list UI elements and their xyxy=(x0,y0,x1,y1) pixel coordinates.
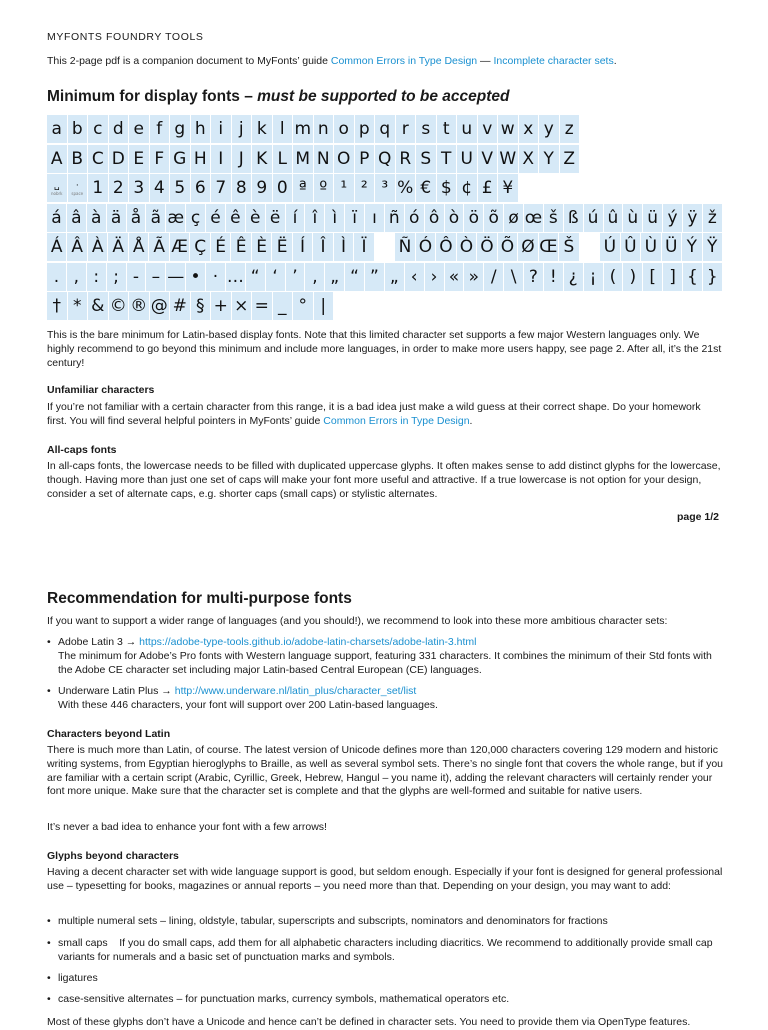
glyph-cell: Q xyxy=(375,145,395,173)
glyph-cell: X xyxy=(519,145,539,173)
glyph-cell: Â xyxy=(67,233,86,261)
glyph-cell: ú xyxy=(584,204,603,232)
glyph-cell: , xyxy=(67,263,86,291)
glyph-cell: a xyxy=(47,115,67,143)
glyph-cell: î xyxy=(305,204,324,232)
bullet-case-sensitive xyxy=(47,993,723,1007)
glyph-cell: ã xyxy=(146,204,165,232)
glyph-cell: [ xyxy=(643,263,662,291)
glyph-cell: â xyxy=(67,204,86,232)
glyph-cell: v xyxy=(478,115,498,143)
glyph-cell: F xyxy=(150,145,170,173)
glyph-cell: „ xyxy=(385,263,404,291)
bullet-desc: The minimum for Adobe’s Pro fonts with Western language support, featuring 331 characters. It combines the minimum of their Std fonts with the Adobe CE character set including major Latin-based Central European (CE) languages. xyxy=(58,649,712,676)
glyph-cell: å xyxy=(127,204,146,232)
glyph-cell: ’ xyxy=(286,263,305,291)
glyph-cell: k xyxy=(252,115,272,143)
glyph-cell: 9 xyxy=(252,174,272,202)
glyph-cell: › xyxy=(425,263,444,291)
glyph-cell xyxy=(580,233,599,261)
glyph-cell: L xyxy=(273,145,293,173)
bullet-text: ligatures xyxy=(58,972,98,984)
glyph-cell: w xyxy=(498,115,518,143)
glyph-cell: Z xyxy=(560,145,580,173)
bullet-symbol: • xyxy=(47,937,51,949)
glyph-cell: È xyxy=(252,233,271,261)
multipurpose-intro: If you want to support a wider range of languages (and you should!), we recommend to look into these more ambitious character sets: xyxy=(47,615,668,627)
glyph-cell: Š xyxy=(559,233,578,261)
glyph-cell: Ñ xyxy=(395,233,414,261)
character-set-grid xyxy=(47,115,723,322)
glyph-cell: Õ xyxy=(498,233,517,261)
glyph-cell: Î xyxy=(313,233,332,261)
glyph-cell: 7 xyxy=(211,174,231,202)
unfamiliar-heading: Unfamiliar characters xyxy=(47,384,155,396)
glyph-cell: ü xyxy=(643,204,662,232)
arrows-paragraph: It’s never a bad idea to enhance your font with a few arrows! xyxy=(47,821,327,833)
glyph-cell: ª xyxy=(293,174,313,202)
charset-row xyxy=(47,115,723,145)
glyph-cell: Ò xyxy=(457,233,476,261)
glyph-cell: l xyxy=(273,115,293,143)
foundry-header: MYFONTS FOUNDRY TOOLS xyxy=(47,31,204,43)
glyph-cell: _ xyxy=(273,292,293,320)
glyph-cell: ® xyxy=(129,292,149,320)
glyph-cell: ‚ xyxy=(305,263,324,291)
glyph-cell: z xyxy=(560,115,580,143)
glyph-cell: u xyxy=(457,115,477,143)
glyph-cell: © xyxy=(109,292,129,320)
charset-row xyxy=(47,174,723,204)
glyph-cell: 3 xyxy=(129,174,149,202)
bullet-ligatures xyxy=(47,972,723,986)
glyph-cell: Œ xyxy=(539,233,558,261)
glyph-cell: — xyxy=(166,263,185,291)
glyph-cell: š xyxy=(544,204,563,232)
glyph-cell xyxy=(68,174,88,202)
glyph-cell: Ê xyxy=(231,233,250,261)
glyph-cell: † xyxy=(47,292,67,320)
glyph-cell: = xyxy=(252,292,272,320)
glyph-cell: ¿ xyxy=(564,263,583,291)
glyph-cell: U xyxy=(457,145,477,173)
glyph-cell: ß xyxy=(564,204,583,232)
glyph-cell: Ì xyxy=(334,233,353,261)
space-glyph: · xyxy=(75,180,79,191)
glyph-cell: t xyxy=(437,115,457,143)
glyph-cell: ¢ xyxy=(457,174,477,202)
intro-sep: — xyxy=(477,55,494,67)
glyph-cell: n xyxy=(314,115,334,143)
beyond-latin-heading: Characters beyond Latin xyxy=(47,728,171,740)
intro-text xyxy=(47,55,617,67)
glyph-cell: e xyxy=(129,115,149,143)
glyph-cell: Ó xyxy=(416,233,435,261)
glyph-cell: x xyxy=(519,115,539,143)
glyph-cell: E xyxy=(129,145,149,173)
unfamiliar-end: . xyxy=(469,414,473,427)
glyph-cell: £ xyxy=(478,174,498,202)
bullet-symbol: • xyxy=(47,993,51,1005)
glyph-cell: b xyxy=(68,115,88,143)
beyond-latin-paragraph: There is much more than Latin, of course. The latest version of Unicode defines more than 120,000 characters covering 129 modern and historic writing systems, from Egyptian hieroglyphs to Braille, as well as several symbol sets. There’s no single font that covers the whole range, but if you are familiar with a certain script (Arabic, Cyrillic, Greek, Hebrew, Hangul – you name it), adding the relevant characters will certainly render your font more unique. Make sure that the character set is complete and that the glyphs are well-formed and suitable for native users. xyxy=(47,744,724,798)
glyph-cell: q xyxy=(375,115,395,143)
title-emphasis: must be supported to be accepted xyxy=(257,88,510,105)
glyph-cell: s xyxy=(416,115,436,143)
glyph-cell: Ç xyxy=(190,233,209,261)
bullet-small-caps xyxy=(47,937,723,965)
glyph-cell: Û xyxy=(621,233,640,261)
glyph-cell: ø xyxy=(504,204,523,232)
glyph-cell: ¹ xyxy=(334,174,354,202)
glyph-cell: ž xyxy=(703,204,722,232)
glyph-cell: ï xyxy=(345,204,364,232)
glyph-cell: Y xyxy=(539,145,559,173)
glyph-cell: c xyxy=(88,115,108,143)
glyph-cell: À xyxy=(88,233,107,261)
glyph-cell: Ø xyxy=(518,233,537,261)
glyph-cell: “ xyxy=(345,263,364,291)
intro-end: . xyxy=(613,55,617,67)
glyph-cell: » xyxy=(464,263,483,291)
glyph-cell: ö xyxy=(464,204,483,232)
glyph-cell: j xyxy=(232,115,252,143)
glyph-cell: ô xyxy=(425,204,444,232)
glyph-cell: ç xyxy=(186,204,205,232)
link-common-errors-2[interactable]: Common Errors in Type Design xyxy=(323,414,470,427)
glyph-cell: y xyxy=(539,115,559,143)
glyph-cell: R xyxy=(396,145,416,173)
glyph-cell: o xyxy=(334,115,354,143)
space-caption: nobrk xyxy=(51,190,63,196)
glyph-cell: * xyxy=(68,292,88,320)
page-number: page 1/2 xyxy=(676,511,719,523)
glyph-cell: J xyxy=(232,145,252,173)
glyph-cell: 6 xyxy=(191,174,211,202)
glyph-cell: ! xyxy=(544,263,563,291)
link-common-errors[interactable]: Common Errors in Type Design xyxy=(330,55,478,67)
glyph-cell: ı xyxy=(365,204,384,232)
glyph-cell: € xyxy=(416,174,436,202)
allcaps-heading: All-caps fonts xyxy=(47,444,117,456)
glyph-cell: 1 xyxy=(88,174,108,202)
glyph-cell: ñ xyxy=(385,204,404,232)
glyph-cell: ] xyxy=(663,263,682,291)
glyph-cell: @ xyxy=(150,292,170,320)
glyph-cell: Ë xyxy=(272,233,291,261)
bullet-symbol: • xyxy=(47,685,51,697)
glyph-cell: × xyxy=(232,292,252,320)
bullet-text: small caps If you do small caps, add them for all alphabetic characters including diacritics. We recommend to additionally provide small cap variants for numerals and a basic set of punctuation marks and symbols. xyxy=(58,937,716,963)
bullet-adobe-latin xyxy=(47,636,723,677)
glyph-cell: % xyxy=(396,174,416,202)
glyph-cell: 2 xyxy=(109,174,129,202)
charset-row xyxy=(47,263,723,293)
glyph-cell: { xyxy=(683,263,702,291)
glyph-cell: ì xyxy=(325,204,344,232)
glyph-cell: M xyxy=(293,145,313,173)
bullet-symbol: • xyxy=(47,636,51,648)
glyph-cell: Ý xyxy=(682,233,701,261)
glyph-cell: Ô xyxy=(436,233,455,261)
glyph-cell: Ö xyxy=(477,233,496,261)
display-min-paragraph: This is the bare minimum for Latin-based display fonts. Note that this limited character set supports a few major Western languages only. We highly recommend to go beyond this minimum and include more languages, in order to make more users happy, see page 2. After all, it’s the 21st century! xyxy=(47,329,722,369)
bullet-label: Adobe Latin 3 → xyxy=(58,636,140,648)
bullet-symbol: • xyxy=(47,915,51,927)
glyph-cell: è xyxy=(246,204,265,232)
glyph-cell: W xyxy=(498,145,518,173)
glyph-cell: Ú xyxy=(600,233,619,261)
glyph-cell: û xyxy=(604,204,623,232)
glyph-cell: + xyxy=(211,292,231,320)
glyph-cell: 4 xyxy=(150,174,170,202)
glyph-cell: N xyxy=(314,145,334,173)
link-adobe-latin-3[interactable]: https://adobe-type-tools.github.io/adobe-latin-charsets/adobe-latin-3.html xyxy=(139,636,477,648)
glyph-cell: á xyxy=(47,204,66,232)
link-incomplete-charsets[interactable]: Incomplete character sets xyxy=(493,55,614,67)
bullet-numerals xyxy=(47,915,723,929)
glyph-cell: / xyxy=(484,263,503,291)
glyph-cell: ³ xyxy=(375,174,395,202)
glyph-cell: « xyxy=(445,263,464,291)
glyph-cell: ê xyxy=(226,204,245,232)
glyph-cell: Í xyxy=(293,233,312,261)
glyph-cell: º xyxy=(314,174,334,202)
glyph-cell: œ xyxy=(524,204,543,232)
glyph-cell: B xyxy=(68,145,88,173)
glyph-cell: ¥ xyxy=(498,174,518,202)
glyph-cell: h xyxy=(191,115,211,143)
glyph-cell: Ï xyxy=(354,233,373,261)
glyph-cell: Ü xyxy=(662,233,681,261)
glyph-cell: ÿ xyxy=(683,204,702,232)
glyph-cell: | xyxy=(314,292,334,320)
glyph-cell: . xyxy=(47,263,66,291)
glyph-cell: d xyxy=(109,115,129,143)
glyph-cell: Á xyxy=(47,233,66,261)
link-underware-latin-plus[interactable]: http://www.underware.nl/latin_plus/character_set/list xyxy=(174,685,417,697)
glyph-cell: I xyxy=(211,145,231,173)
glyph-cell: æ xyxy=(166,204,185,232)
space-glyph: ␣ xyxy=(53,180,60,191)
glyph-cell: ) xyxy=(623,263,642,291)
glyph-cell: ë xyxy=(266,204,285,232)
glyph-cell: õ xyxy=(484,204,503,232)
glyph-cell: Å xyxy=(129,233,148,261)
bullet-text: multiple numeral sets – lining, oldstyle, tabular, superscripts and subscripts, nominators and denominators for fractions xyxy=(58,915,608,927)
glyph-cell: Ù xyxy=(641,233,660,261)
glyph-cell: • xyxy=(186,263,205,291)
glyph-cell: „ xyxy=(325,263,344,291)
bullet-text: case-sensitive alternates – for punctuation marks, currency symbols, mathematical operators etc. xyxy=(58,993,510,1005)
glyph-cell: é xyxy=(206,204,225,232)
glyph-cell: ; xyxy=(107,263,126,291)
glyph-cell: ‹ xyxy=(405,263,424,291)
glyph-cell: ý xyxy=(663,204,682,232)
glyph-cell: ” xyxy=(365,263,384,291)
space-caption: space xyxy=(71,190,84,196)
glyph-cell: D xyxy=(109,145,129,173)
glyph-cell: p xyxy=(355,115,375,143)
glyph-cell: ò xyxy=(445,204,464,232)
glyph-cell: ó xyxy=(405,204,424,232)
glyph-cell: – xyxy=(146,263,165,291)
glyph-cell: & xyxy=(88,292,108,320)
bullet-symbol: • xyxy=(47,972,51,984)
glyph-cell: i xyxy=(211,115,231,143)
glyph-cell: ° xyxy=(293,292,313,320)
glyph-cell: É xyxy=(211,233,230,261)
glyph-cell: # xyxy=(170,292,190,320)
glyph-cell xyxy=(375,233,394,261)
glyph-cell: H xyxy=(191,145,211,173)
glyph-cell: P xyxy=(355,145,375,173)
glyph-cell: $ xyxy=(437,174,457,202)
glyph-cell: g xyxy=(170,115,190,143)
unfamiliar-paragraph xyxy=(47,401,723,429)
glyph-cell: G xyxy=(170,145,190,173)
glyph-cell: A xyxy=(47,145,67,173)
glyph-cell: ¡ xyxy=(584,263,603,291)
glyph-cell: § xyxy=(191,292,211,320)
glyph-cell: ù xyxy=(623,204,642,232)
glyph-cell: f xyxy=(150,115,170,143)
glyph-cell: 5 xyxy=(170,174,190,202)
glyph-cell: ä xyxy=(107,204,126,232)
glyph-cell: : xyxy=(87,263,106,291)
glyph-cell: S xyxy=(416,145,436,173)
glyph-cell: ( xyxy=(604,263,623,291)
glyph-cell: Æ xyxy=(170,233,189,261)
glyph-cell: 8 xyxy=(232,174,252,202)
section-title-multipurpose: Recommendation for multi-purpose fonts xyxy=(47,590,352,607)
footer-cut-paragraph: Most of these glyphs don’t have a Unicode and hence can’t be defined in character sets. You need to provide them via OpenType features. xyxy=(47,1016,691,1028)
glyph-cell: Ÿ xyxy=(703,233,722,261)
glyph-cell: K xyxy=(252,145,272,173)
glyph-cell: O xyxy=(334,145,354,173)
charset-row xyxy=(47,204,723,234)
glyph-cell: 0 xyxy=(273,174,293,202)
glyph-cell: \ xyxy=(504,263,523,291)
glyph-cell: V xyxy=(478,145,498,173)
glyph-cell xyxy=(47,174,67,202)
glyph-cell: ‘ xyxy=(266,263,285,291)
glyph-cell: Ä xyxy=(108,233,127,261)
glyph-cell: } xyxy=(703,263,722,291)
charset-row xyxy=(47,292,723,322)
bullet-label: Underware Latin Plus → xyxy=(58,685,175,697)
intro-lead: This 2-page pdf is a companion document to MyFonts’ guide xyxy=(47,55,331,67)
unfamiliar-text: If you’re not familiar with a certain character from this range, it is a bad idea just make a wild guess at their correct shape. Do your homework first. You will find several helpful pointers in MyFonts’ guide xyxy=(47,401,701,427)
glyph-cell: · xyxy=(206,263,225,291)
glyph-cell: r xyxy=(396,115,416,143)
bullet-desc: With these 446 characters, your font will support over 200 Latin-based languages. xyxy=(58,698,438,711)
glyph-cell: í xyxy=(286,204,305,232)
glyph-cell: “ xyxy=(246,263,265,291)
glyph-cell: C xyxy=(88,145,108,173)
glyph-cell: Ã xyxy=(149,233,168,261)
glyph-cell: ? xyxy=(524,263,543,291)
glyph-cell: T xyxy=(437,145,457,173)
glyph-cell: m xyxy=(293,115,313,143)
charset-row xyxy=(47,233,723,263)
glyph-cell: ² xyxy=(355,174,375,202)
glyphs-paragraph: Having a decent character set with wide language support is good, but seldom enough. Especially if your font is designed for general professional use – typesetting for books, magazines or annual reports – you need more than that. Depending on your design, you may want to add: xyxy=(47,866,723,892)
bullet-underware-latin xyxy=(47,685,723,713)
glyph-cell: - xyxy=(127,263,146,291)
section-title-display-fonts xyxy=(47,88,510,106)
glyphs-heading: Glyphs beyond characters xyxy=(47,850,179,862)
glyph-cell: … xyxy=(226,263,245,291)
allcaps-paragraph: In all-caps fonts, the lowercase needs to be filled with duplicated uppercase glyphs. It often makes sense to add distinct glyphs for the lowercase, though. Having more than just one set of caps will make your font more useful and attractive. If a true lowercase is not option for your design, consider a set of alternate caps, e.g. shorter caps (small caps) or stylistic alternates. xyxy=(47,460,721,500)
glyph-cell: à xyxy=(87,204,106,232)
title-main: Minimum for display fonts – xyxy=(47,88,258,105)
charset-row xyxy=(47,145,723,175)
